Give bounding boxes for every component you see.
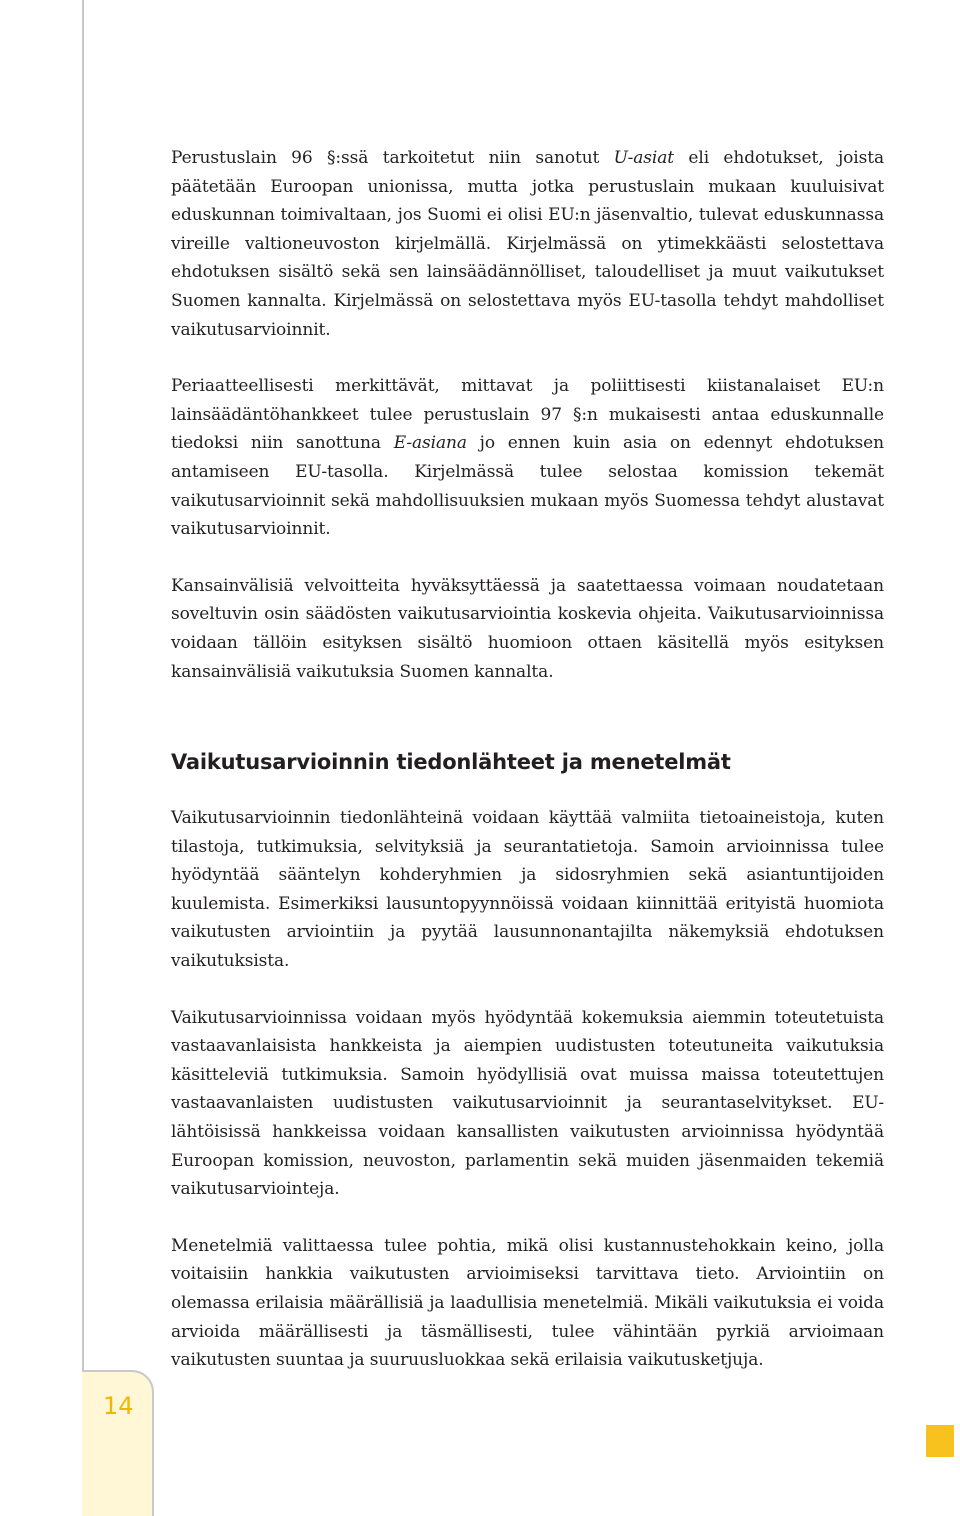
- yellow-square-marker: [926, 1425, 954, 1457]
- italic-term: U-asiat: [613, 148, 675, 168]
- paragraph-e-asiat: [171, 372, 884, 544]
- page-number: 14: [103, 1392, 134, 1420]
- paragraph-methods: Menetelmiä valittaessa tulee pohtia, mikä olisi kustannustehokkain keino, jolla voitaisiin hankkia vaikutusten arvioimiseksi tarvittava tieto. Arviointiin on olemassa erilaisia määrällisiä ja laadullisia menetelmiä. Mikäli vaikutuksia ei voida arvioida määrällisesti ja täsmällisesti, tulee vähintään pyrkiä arvioimaan vaikutusten suuntaa ja suuruusluokkaa sekä erilaisia vaikutusketjuja.: [171, 1235, 884, 1371]
- paragraph-text: Perustuslain 96 §:ssä tarkoitetut niin sanotut: [171, 148, 614, 168]
- page-body: [171, 144, 884, 1375]
- section-heading: Vaikutusarvioinnin tiedonlähteet ja menetelmät: [171, 750, 731, 775]
- paragraph-experiences: Vaikutusarvioinnissa voidaan myös hyödyntää kokemuksia aiemmin toteutetuista vastaavanlaisista hankkeista ja aiempien uudistusten toteutuneita vaikutuksia käsitteleviä tutkimuksia. Samoin hyödyllisiä ovat muissa maissa toteutettujen vastaavanlaisten uudistusten vaikutusarvioinnit ja seurantaselvitykset. EU-lähtöisissä hankkeissa voidaan kansallisten vaikutusten arvioinnissa hyödyntää Euroopan komission, neuvoston, parlamentin sekä muiden jäsenmaiden tekemiä vaikutusarviointeja.: [171, 1007, 884, 1200]
- paragraph-text: Periaatteellisesti merkittävät, mittavat ja poliittisesti kiistanalaiset EU:n lainsäädäntöhankkeet tulee perustuslain 97 §:n mukaisesti antaa eduskunnalle tiedoksi niin sanottuna: [171, 376, 884, 454]
- paragraph-international: Kansainvälisiä velvoitteita hyväksyttäessä ja saatettaessa voimaan noudatetaan soveltuvin osin säädösten vaikutusarviointia koskevia ohjeita. Vaikutusarvioinnissa voidaan tällöin esityksen sisältö huomioon ottaen käsitellä myös esityksen kansainvälisiä vaikutuksia Suomen kannalta.: [171, 575, 884, 682]
- paragraph-u-asiat: [171, 144, 884, 344]
- paragraph-text: jo ennen kuin asia on edennyt ehdotuksen antamiseen EU-tasolla. Kirjelmässä tulee selostaa komission tekemät vaikutusarvioinnit sekä mahdollisuuksien mukaan myös Suomessa tehdyt alustavat vaikutusarvioinnit.: [171, 433, 884, 540]
- left-margin-rule: [82, 0, 84, 1514]
- paragraph-sources: Vaikutusarvioinnin tiedonlähteinä voidaan käyttää valmiita tietoaineistoja, kuten tilastoja, tutkimuksia, selvityksiä ja seurantatietoja. Samoin arvioinnissa tulee hyödyntää sääntelyn kohderyhmien ja sidosryhmien sekä asiantuntijoiden kuulemista. Esimerkiksi lausuntopyynnöissä voidaan kiinnittää erityistä huomiota vaikutusten arviointiin ja pyytää lausunnonantajilta näkemyksiä ehdotuksen vaikutuksista.: [171, 808, 884, 972]
- italic-term: E-asiana: [393, 433, 467, 454]
- paragraph-text: eli ehdotukset, joista päätetään Euroopan unionissa, mutta jotka perustuslain mukaan kuuluisivat eduskunnan toimivaltaan, jos Suomi ei olisi EU:n jäsenvaltio, tulevat eduskunnassa vireille valtioneuvoston kirjelmällä. Kirjelmässä on ytimekkäästi selostettava ehdotuksen sisältö sekä sen lainsäädännölliset, taloudelliset ja muut vaikutukset Suomen kannalta. Kirjelmässä on selostettava myös EU-tasolla tehdyt mahdolliset vaikutusarvioinnit.: [171, 148, 884, 340]
